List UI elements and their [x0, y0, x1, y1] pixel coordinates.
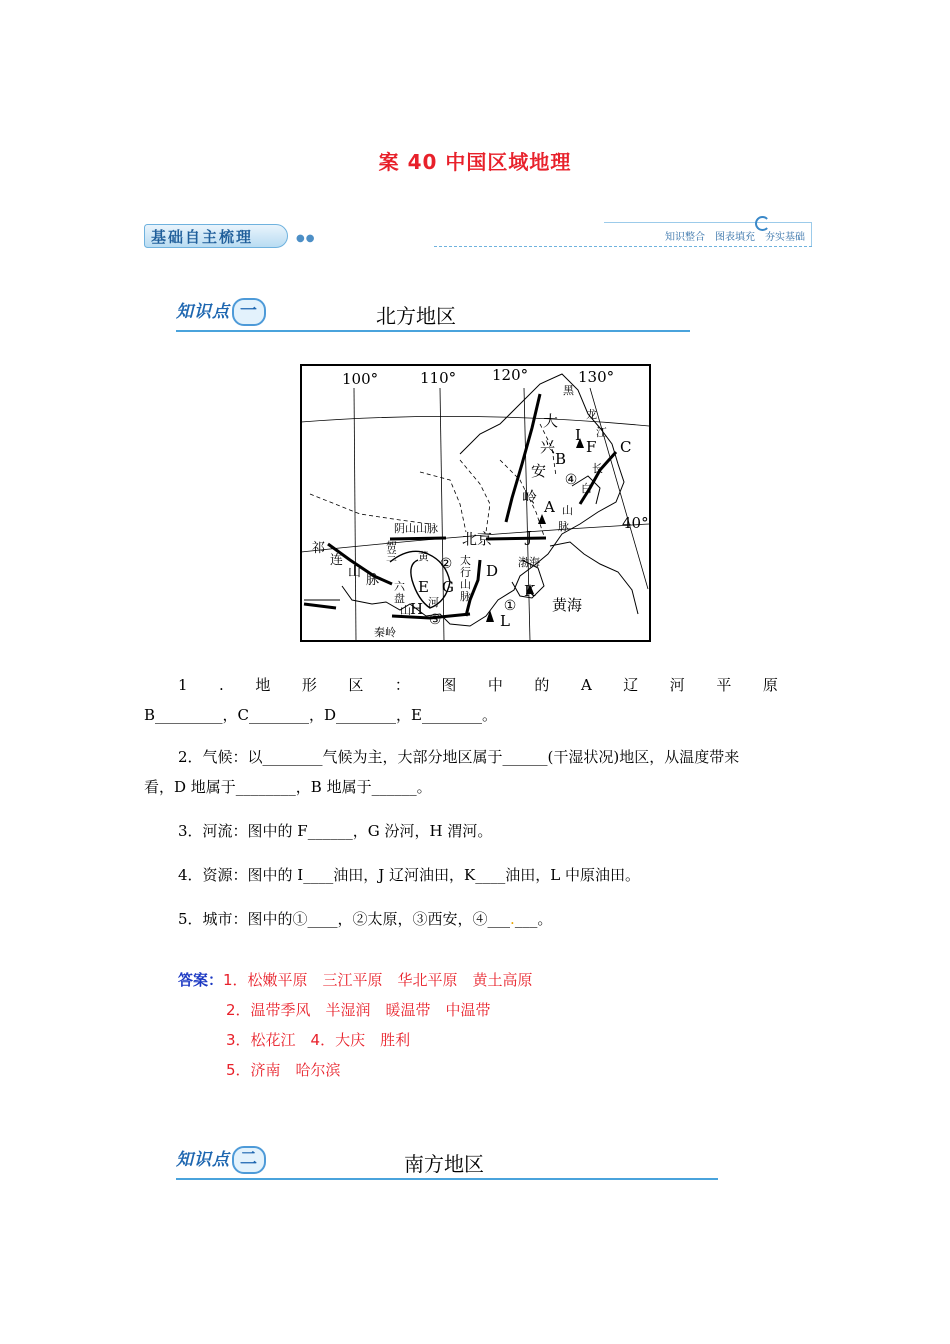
label-bohai: 渤海 [518, 556, 540, 569]
label-daxinganling-1: 大 [543, 412, 559, 430]
marker-3: ③ [428, 612, 442, 628]
label-long: 龙 [586, 408, 597, 421]
section-title: 南方地区 [404, 1152, 484, 1176]
lon-120: 120° [492, 366, 529, 384]
swirl-icon [755, 216, 770, 231]
letter-I: I [575, 426, 581, 444]
lon-100: 100° [342, 370, 379, 388]
q1-word: 原 [762, 676, 778, 694]
map-border [301, 365, 650, 641]
letter-A: A [544, 498, 555, 516]
banner-subtitle: 知识整合 图表填充 夯实基础 [604, 222, 812, 246]
section-underline [176, 330, 690, 332]
label-pan: 盘 [394, 592, 405, 605]
lon-110: 110° [420, 369, 457, 387]
label-daxinganling-2: 兴 [540, 438, 556, 456]
label-lian: 连 [330, 553, 344, 568]
label-qi: 祁 [312, 541, 326, 556]
badge-label: 知识点 [176, 302, 230, 322]
letter-K: K [524, 582, 536, 600]
label-huang: 黄 [418, 550, 429, 563]
knowledge-point-2-header [176, 1140, 718, 1180]
knowledge-point-1-header [176, 292, 690, 332]
banner-label: 基础自主梳理 [144, 224, 288, 248]
label-chang: 长 [592, 462, 603, 475]
q1-word: 图 [441, 676, 457, 694]
q1-word: 平 [716, 676, 732, 694]
banner-dots-icon: ●● [296, 233, 316, 244]
answer-line: 2．温带季风 半湿润 暖温带 中温带 [226, 1001, 491, 1019]
label-bai: 白 [581, 482, 592, 495]
q1-word: 中 [487, 676, 503, 694]
q1-word: 地 [255, 676, 271, 694]
label-mai4: 脉 [366, 573, 380, 588]
marker-2: ② [439, 556, 453, 572]
answer-line: 3．松花江 4．大庆 胜利 [226, 1031, 411, 1049]
letter-D: D [486, 562, 499, 580]
answer-label: 答案： [178, 971, 224, 989]
q1-word: 1 [178, 676, 188, 694]
knowledge-point-badge [176, 1146, 288, 1174]
section-banner [144, 218, 812, 252]
badge-number: 一 [232, 298, 266, 326]
map-figure [300, 364, 651, 642]
page-title: 案 40 中国区域地理 [378, 150, 572, 174]
label-beijing: 北京 [462, 530, 493, 548]
marker-4: ④ [564, 472, 578, 488]
question-1-line-2: B_________，C________，D________，E________。 [144, 706, 497, 724]
letter-B: B [555, 450, 567, 468]
label-shan2: 山 [460, 578, 471, 591]
label-lan: 兰 [386, 550, 397, 563]
q1-word: A [580, 676, 592, 694]
question-5 [178, 908, 552, 930]
lat-40: 40° [622, 514, 649, 532]
label-he: 河 [428, 596, 439, 609]
letter-E: E [418, 578, 429, 596]
answer-line: 1．松嫩平原 三江平原 华北平原 黄土高原 [223, 971, 533, 989]
lon-130: 130° [578, 368, 615, 386]
answer-line: 5．济南 哈尔滨 [226, 1061, 341, 1079]
question-2-line-1: 2．气候：以________气候为主，大部分地区属于______(干湿状况)地区，从温度带来 [178, 748, 740, 766]
letter-H: H [410, 600, 424, 618]
label-hang: 行 [460, 566, 471, 579]
q5-text: 5．城市：图中的①____，②太原，③西安，④___ [178, 910, 511, 928]
letter-F: F [586, 438, 597, 456]
section-title: 北方地区 [376, 304, 456, 328]
q5-text-end: ___。 [514, 910, 553, 928]
label-tai: 太 [460, 554, 471, 567]
q1-word: ： [394, 676, 410, 694]
q1-word: 区 [348, 676, 364, 694]
label-shan4: 山 [348, 565, 362, 580]
label-daxinganling-4: 岭 [522, 488, 538, 506]
question-2-line-2: 看，D 地属于________，B 地属于______。 [144, 778, 432, 796]
answer-block [178, 965, 533, 1085]
label-mai2: 脉 [460, 590, 471, 603]
q1-word: 形 [301, 676, 317, 694]
north-china-map [300, 364, 651, 642]
letter-C: C [620, 438, 632, 456]
section-underline [176, 1178, 718, 1180]
question-1-line-1 [178, 674, 778, 696]
badge-label: 知识点 [176, 1150, 230, 1170]
label-shan: 山 [562, 504, 573, 517]
q1-word: 的 [534, 676, 550, 694]
label-huanghai: 黄海 [552, 596, 583, 614]
letter-G: G [442, 578, 454, 596]
label-daxinganling-3: 安 [531, 462, 547, 480]
letter-J: J [526, 528, 533, 546]
letter-L: L [500, 612, 510, 630]
label-mai: 脉 [558, 520, 569, 533]
label-jiang: 江 [596, 426, 607, 439]
label-hei: 黑 [563, 384, 574, 397]
label-qinling: 秦岭 [374, 626, 396, 639]
q1-word: 河 [669, 676, 685, 694]
marker-1: ① [503, 598, 517, 614]
label-liu: 六 [394, 580, 405, 593]
question-3: 3．河流：图中的 F______，G 汾河，H 渭河。 [178, 822, 493, 840]
badge-number: 二 [232, 1146, 266, 1174]
knowledge-point-badge [176, 298, 288, 326]
question-4: 4．资源：图中的 I____油田，J 辽河油田，K____油田，L 中原油田。 [178, 866, 640, 884]
label-he2: 贺 [386, 540, 397, 553]
label-yinshan: 阴山山脉 [394, 522, 438, 535]
q1-word: 辽 [623, 676, 639, 694]
q5-dot: . [510, 910, 515, 928]
q1-word: . [219, 676, 224, 694]
label-shan3: 山 [400, 604, 411, 617]
